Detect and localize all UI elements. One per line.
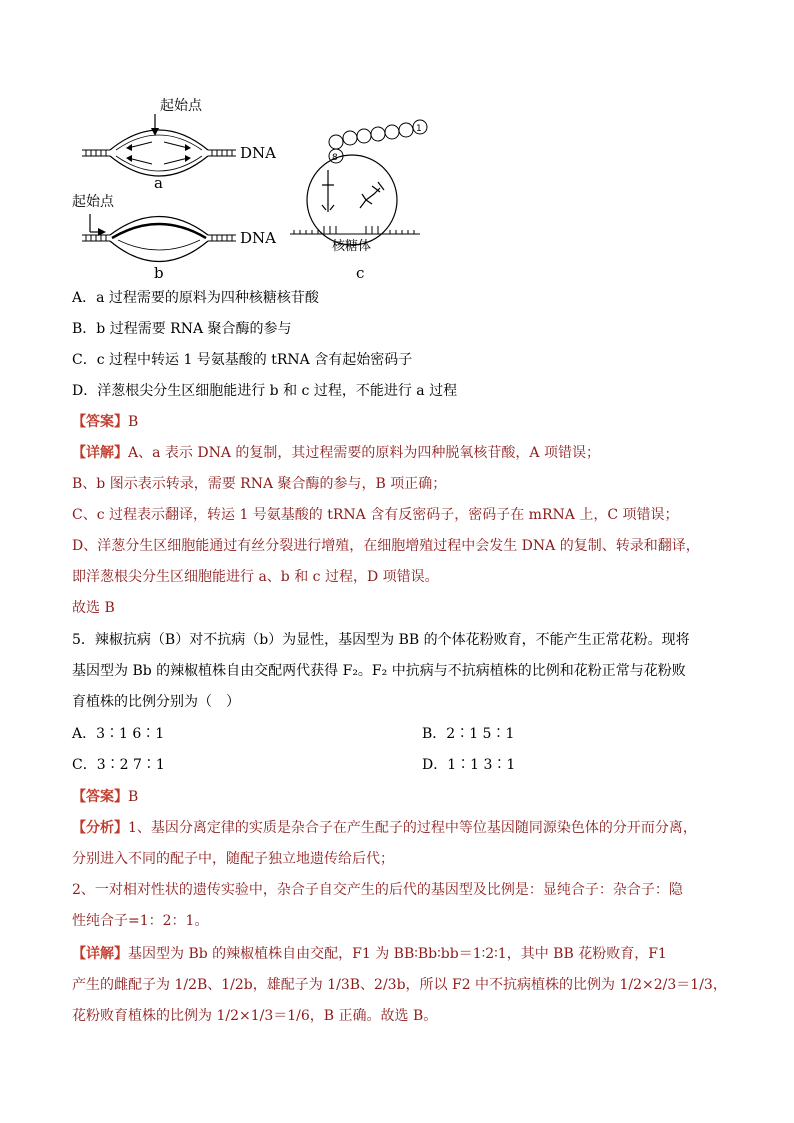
q5-option-b: B．2∶1 5∶1 [422, 726, 515, 742]
q5-analysis-4: 性纯合子=1：2：1。 [72, 913, 209, 929]
diagram-a [82, 97, 276, 192]
a-caption: a [154, 174, 163, 192]
q4-answer [72, 412, 138, 432]
q4-detail-3: C、c 过程表示翻译，转运 1 号氨基酸的 tRNA 含有反密码子，密码子在 mRNA 上，C 项错误； [72, 507, 679, 523]
diagram-b [72, 193, 276, 282]
q5-option-row-1 [72, 724, 515, 744]
q4-detail-1 [72, 443, 600, 463]
answer-tag: 【答案】 [72, 789, 128, 805]
analysis-tag: 【分析】 [72, 820, 128, 836]
answer-value: B [128, 789, 139, 805]
q5-answer [72, 787, 138, 807]
detail-text: A、a 表示 DNA 的复制，其过程需要的原料为四种脱氧核苷酸，A 项错误； [128, 445, 600, 461]
q5-analysis-2: 分别进入不同的配子中，随配子独立地遗传给后代； [72, 851, 394, 867]
q5-stem-3: 育植株的比例分别为（ ） [72, 694, 240, 710]
q4-detail-5: 即洋葱根尖分生区细胞能进行 a、b 和 c 过程，D 项错误。 [72, 569, 439, 585]
diagram-c [290, 120, 427, 282]
q5-stem-1: 5．辣椒抗病（B）对不抗病（b）为显性，基因型为 BB 的个体花粉败育，不能产生正常花粉。现将 [72, 632, 690, 648]
q4-option-c: C．c 过程中转运 1 号氨基酸的 tRNA 含有起始密码子 [72, 352, 413, 368]
b-dna-label: DNA [240, 229, 276, 247]
detail-text: 基因型为 Bb 的辣椒植株自由交配，F1 为 BB∶Bb∶bb＝1∶2∶1，其中 BB 花粉败育，F1 [128, 946, 667, 962]
q4-detail-4: D、洋葱分生区细胞能通过有丝分裂进行增殖，在细胞增殖过程中会发生 DNA 的复制、转录和翻译， [72, 538, 700, 554]
q5-analysis-3: 2、一对相对性状的遗传实验中，杂合子自交产生的后代的基因型及比例是：显纯合子：杂合子：隐 [72, 882, 683, 898]
circle-8-label: 8 [332, 153, 338, 163]
q4-option-b: B．b 过程需要 RNA 聚合酶的参与 [72, 321, 292, 337]
c-caption: c [356, 264, 365, 282]
q5-detail-2: 产生的雌配子为 1/2B、1/2b，雄配子为 1/3B、2/3b，所以 F2 中不抗病植株的比例为 1/2×2/3＝1/3， [72, 977, 727, 993]
detail-tag: 【详解】 [72, 946, 128, 962]
a-start-label: 起始点 [160, 98, 202, 114]
q4-option-d: D．洋葱根尖分生区细胞能进行 b 和 c 过程，不能进行 a 过程 [72, 383, 458, 399]
answer-value: B [128, 414, 139, 430]
q5-stem-2: 基因型为 Bb 的辣椒植株自由交配两代获得 F₂。F₂ 中抗病与不抗病植株的比例和花粉正常与花粉败 [72, 663, 686, 679]
q4-conclusion: 故选 B [72, 600, 115, 616]
ribosome-label: 核糖体 [332, 239, 372, 254]
q5-analysis-1 [72, 818, 697, 838]
dna-replication-transcription-translation-figure [60, 90, 440, 285]
q5-option-d: D．1∶1 3∶1 [422, 757, 516, 773]
q5-detail-3: 花粉败育植株的比例为 1/2×1/3＝1/6，B 正确。故选 B。 [72, 1008, 438, 1024]
a-dna-label: DNA [240, 144, 276, 162]
q5-option-a: A．3∶1 6∶1 [72, 726, 165, 742]
q5-detail-1 [72, 944, 667, 964]
circle-1-label: 1 [416, 124, 422, 134]
q5-option-row-2 [72, 755, 516, 775]
b-start-label: 起始点 [72, 194, 114, 210]
answer-tag: 【答案】 [72, 414, 128, 430]
b-caption: b [154, 264, 164, 282]
q5-option-c: C．3∶2 7∶1 [72, 757, 165, 773]
q4-detail-2: B、b 图示表示转录，需要 RNA 聚合酶的参与，B 项正确； [72, 476, 447, 492]
analysis-text: 1、基因分离定律的实质是杂合子在产生配子的过程中等位基因随同源染色体的分开而分离， [128, 820, 697, 836]
detail-tag: 【详解】 [72, 445, 128, 461]
q4-option-a: A．a 过程需要的原料为四种核糖核苷酸 [72, 290, 319, 306]
